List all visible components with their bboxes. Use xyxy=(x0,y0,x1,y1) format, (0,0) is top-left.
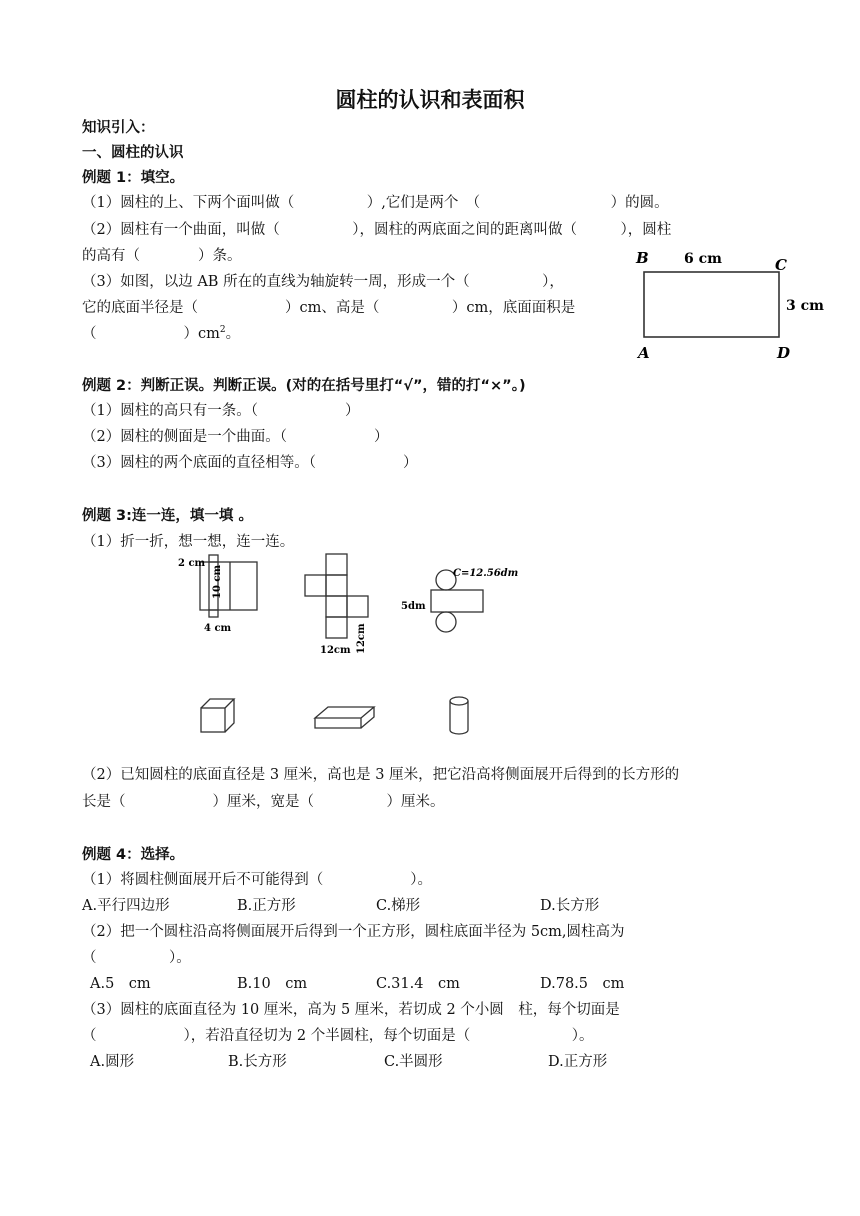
example3-q2b: 长是（ ）厘米，宽是（ ）厘米。 xyxy=(82,794,445,810)
example2-heading: 例题 2：判断正误。判断正误。(对的在括号里打“√”，错的打“×”。) xyxy=(82,378,526,394)
example1-q2b: 的高有（ ）条。 xyxy=(82,248,242,264)
label-a: A xyxy=(638,344,650,362)
example3-q2a: （2）已知圆柱的底面直径是 3 厘米，高也是 3 厘米，把它沿高将侧面展开后得到的长方形的 xyxy=(82,767,680,783)
net-figure-1 xyxy=(170,552,270,636)
net2-square xyxy=(326,617,347,638)
superscript: 2 xyxy=(219,325,226,336)
q3-option-d: D.正方形 xyxy=(548,1054,608,1070)
net3-side-rect xyxy=(431,590,483,612)
section-heading: 一、圆柱的认识 xyxy=(82,145,184,161)
q3c-text: （ ）cm xyxy=(82,326,220,342)
q2-option-d: D.78.5 cm xyxy=(540,976,625,992)
net2-side-label: 12cm xyxy=(356,623,367,654)
example4-q2b: （ ）。 xyxy=(82,950,191,966)
net2-square xyxy=(305,575,326,596)
example3-heading: 例题 3:连一连，填一填 。 xyxy=(82,508,253,524)
net3-circumference-label: C=12.56dm xyxy=(453,568,519,579)
example1-q3b: 它的底面半径是（ ）cm、高是（ ）cm，底面面积是 xyxy=(82,300,576,316)
example1-q1: （1）圆柱的上、下两个面叫做（ ）,它们是两个 （ ）的圆。 xyxy=(82,195,669,211)
example4-q3b: （ ），若沿直径切为 2 个半圆柱，每个切面是（ ）。 xyxy=(82,1028,594,1044)
label-top-length: 6 cm xyxy=(684,251,722,267)
label-c: C xyxy=(775,256,787,274)
q3-option-b: B.长方形 xyxy=(228,1054,287,1070)
label-b: B xyxy=(636,249,649,267)
q3-option-a: A.圆形 xyxy=(90,1054,135,1070)
cube-icon xyxy=(198,696,238,738)
net1-height-label: 10 cm xyxy=(212,564,223,599)
example2-q2: （2）圆柱的侧面是一个曲面。（ ） xyxy=(82,429,389,445)
example4-q2a: （2）把一个圆柱沿高将侧面展开后得到一个正方形，圆柱底面半径为 5cm,圆柱高为 xyxy=(82,924,625,940)
net-figure-3 xyxy=(398,556,528,640)
rectangle-abcd xyxy=(644,272,779,337)
q2-option-b: B.10 cm xyxy=(237,976,308,992)
q1-option-d: D.长方形 xyxy=(540,898,600,914)
example1-q2a: （2）圆柱有一个曲面，叫做（ ），圆柱的两底面之间的距离叫做（ ），圆柱 xyxy=(82,222,672,238)
q3-option-c: C.半圆形 xyxy=(384,1054,443,1070)
q3c-end: 。 xyxy=(225,326,241,342)
net2-square xyxy=(326,554,347,575)
net2-bottom-label: 12cm xyxy=(320,645,351,656)
net1-bottom-face xyxy=(209,610,218,617)
page-title: 圆柱的认识和表面积 xyxy=(335,88,525,112)
net1-top-face xyxy=(209,555,218,562)
net1-base-label: 4 cm xyxy=(204,623,232,634)
label-d: D xyxy=(777,344,791,362)
q2-option-c: C.31.4 cm xyxy=(376,976,460,992)
q1-option-b: B.正方形 xyxy=(237,898,296,914)
example1-heading: 例题 1：填空。 xyxy=(82,170,185,186)
net2-square xyxy=(347,596,368,617)
q1-option-c: C.梯形 xyxy=(376,898,421,914)
example4-q1: （1）将圆柱侧面展开后不可能得到（ ）。 xyxy=(82,872,432,888)
q1-option-a: A.平行四边形 xyxy=(82,898,170,914)
net3-length-label: 5dm xyxy=(401,601,426,612)
example1-q3c xyxy=(82,322,240,343)
intro-label: 知识引入： xyxy=(82,120,155,136)
cuboid-icon xyxy=(312,702,378,732)
rectangle-figure xyxy=(630,244,840,364)
example4-heading: 例题 4：选择。 xyxy=(82,847,185,863)
example1-q3a: （3）如图，以边 AB 所在的直线为轴旋转一周，形成一个（ ）， xyxy=(82,274,564,290)
cylinder-icon xyxy=(444,694,474,738)
net1-width-label: 2 cm xyxy=(178,558,206,569)
example3-q1: （1）折一折，想一想，连一连。 xyxy=(82,534,295,550)
q2-option-a: A.5 cm xyxy=(90,976,151,992)
net2-square xyxy=(326,596,347,617)
net3-bottom-circle xyxy=(436,612,456,632)
net-figure-2 xyxy=(300,552,380,660)
example2-q1: （1）圆柱的高只有一条。（ ） xyxy=(82,403,360,419)
example4-q3a: （3）圆柱的底面直径为 10 厘米，高为 5 厘米，若切成 2 个小圆 柱，每个切面是 xyxy=(82,1002,620,1018)
net2-square xyxy=(326,575,347,596)
example2-q3: （3）圆柱的两个底面的直径相等。（ ） xyxy=(82,455,418,471)
label-right-length: 3 cm xyxy=(786,298,824,314)
